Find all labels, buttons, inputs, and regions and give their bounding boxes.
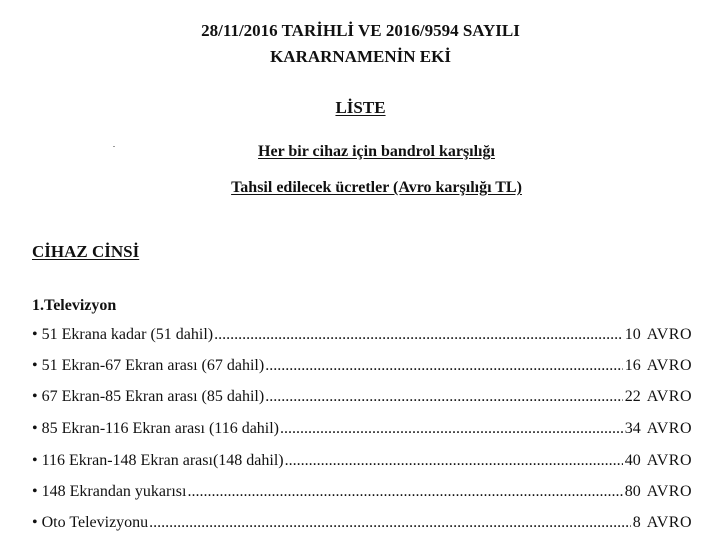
section-title (32, 242, 139, 262)
bullet: • (32, 452, 38, 469)
subtitle-line-1 (0, 143, 721, 161)
item-label: Oto Televizyonu (41, 514, 149, 531)
list-item (32, 483, 692, 505)
bullet: • (32, 420, 38, 437)
item-amount: 40 (624, 452, 641, 469)
item-amount: 16 (624, 357, 641, 374)
list-item (32, 452, 692, 474)
list-item (32, 388, 692, 410)
item-currency: AVRO (646, 420, 692, 437)
dot-leader (187, 483, 622, 501)
dot-leader (285, 452, 623, 470)
item-amount: 34 (624, 420, 641, 437)
list-item (32, 514, 692, 536)
dot-leader (280, 420, 623, 438)
dot-leader (265, 388, 623, 406)
bullet: • (32, 357, 38, 374)
category-title: 1.Televizyon (32, 297, 117, 314)
dot-leader (214, 326, 623, 344)
bullet: • (32, 514, 38, 531)
item-currency: AVRO (646, 388, 692, 405)
item-label: 148 Ekrandan yukarısı (41, 483, 187, 500)
list-title (0, 98, 721, 118)
item-amount: 22 (624, 388, 641, 405)
list-item (32, 357, 692, 379)
item-currency: AVRO (646, 514, 692, 531)
item-amount: 80 (624, 483, 641, 500)
subtitle-line-1-text: Her bir cihaz için bandrol karşılığı (258, 143, 495, 160)
bullet: • (32, 483, 38, 500)
item-currency: AVRO (646, 357, 692, 374)
dot-leader (265, 357, 623, 375)
list-item (32, 420, 692, 442)
item-label: 116 Ekran-148 Ekran arası(148 dahil) (41, 452, 284, 469)
header-line-1: 28/11/2016 TARİHLİ VE 2016/9594 SAYILI (201, 21, 520, 40)
item-currency: AVRO (646, 452, 692, 469)
item-amount: 10 (624, 326, 641, 343)
list-title-text: LİSTE (335, 98, 386, 117)
dot-leader (149, 514, 631, 532)
subtitle-line-2 (0, 179, 721, 197)
section-title-text: CİHAZ CİNSİ (32, 242, 140, 261)
item-label: 85 Ekran-116 Ekran arası (116 dahil) (41, 420, 280, 437)
bullet: • (32, 326, 38, 343)
item-currency: AVRO (646, 326, 692, 343)
item-label: 67 Ekran-85 Ekran arası (85 dahil) (41, 388, 265, 405)
header-line-2: KARARNAMENİN EKİ (270, 47, 451, 66)
bullet: • (32, 388, 38, 405)
item-label: 51 Ekran-67 Ekran arası (67 dahil) (41, 357, 265, 374)
item-amount: 8 (632, 514, 641, 531)
item-currency: AVRO (646, 483, 692, 500)
item-label: 51 Ekrana kadar (51 dahil) (41, 326, 214, 343)
list-item (32, 326, 692, 348)
subtitle-line-2-text: Tahsil edilecek ücretler (Avro karşılığı TL) (231, 179, 522, 196)
